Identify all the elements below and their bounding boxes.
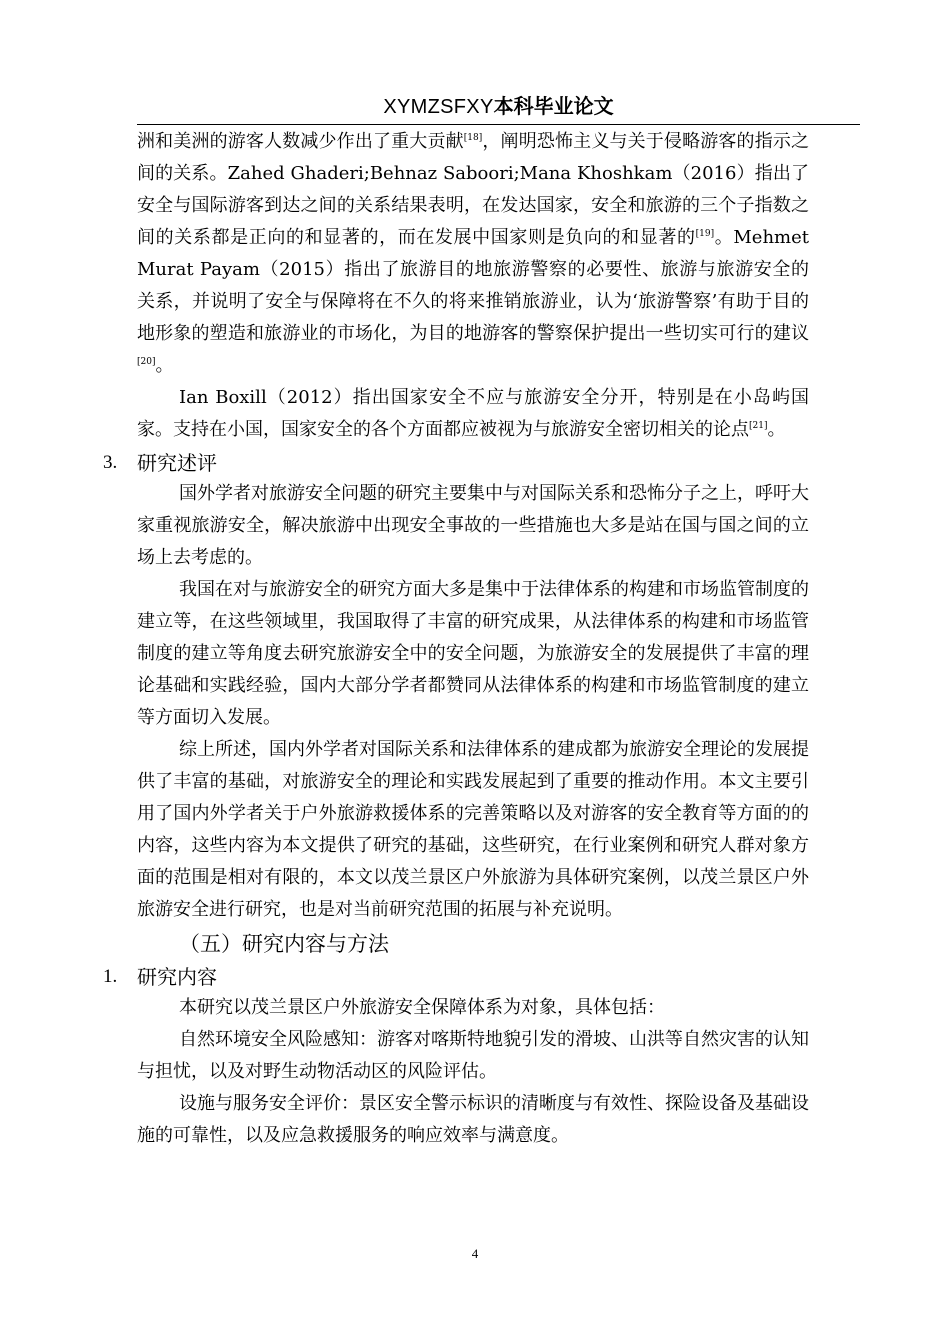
- heading-text: 研究述评: [137, 451, 217, 475]
- heading-research-content: [103, 962, 809, 992]
- paragraph-foreign-literature: [137, 126, 809, 382]
- text: ，阐明恐怖主义与关于侵略游客的指示之间的关系。Zahed Ghaderi;Behnaz Saboori;Mana Khoshkam（2016）指出了安全与国际游客到达之间的关系结果表明，在发达国家，安全和旅游的三个子指数之间的关系都是正向的和显著的，而在发展中国家则是负向的和显著的: [137, 131, 810, 248]
- paragraph-facility-evaluation: 设施与服务安全评价：景区安全警示标识的清晰度与有效性、探险设备及基础设施的可靠性，以及应急救援服务的响应效率与满意度。: [137, 1093, 809, 1146]
- heading-research-review: [103, 448, 809, 478]
- text: 洲和美洲的游客人数减少作出了重大贡献: [137, 131, 464, 152]
- header-rule: [137, 124, 860, 125]
- header-school: XYMZSFXY: [383, 96, 494, 118]
- page-number: 4: [471, 1246, 479, 1261]
- text: Ian Boxill（2012）指出国家安全不应与旅游安全分开，特别是在小岛屿国家。支持在小国，国家安全的各个方面都应被视为与旅游安全密切相关的论点: [137, 387, 809, 440]
- heading-number: 3.: [103, 452, 118, 473]
- citation-20: [20]: [137, 357, 156, 367]
- page-header: [137, 93, 860, 120]
- text: 。: [155, 355, 174, 376]
- paragraph-review-domestic: 我国在对与旅游安全的研究方面大多是集中于法律体系的构建和市场监管制度的建立等，在这些领域里，我国取得了丰富的研究成果，从法律体系的构建和市场监管制度的建立等角度去研究旅游安全中的安全问题，为旅游安全的发展提供了丰富的理论基础和实践经验，国内大部分学者都赞同从法律体系的构建和市场监管制度的建立等方面切入发展。: [137, 579, 809, 728]
- paragraph-review-foreign: 国外学者对旅游安全问题的研究主要集中与对国际关系和恐怖分子之上，呼吁大家重视旅游安全，解决旅游中出现安全事故的一些措施也大多是站在国与国之间的立场上去考虑的。: [137, 483, 809, 568]
- citation-21: [21]: [749, 421, 768, 431]
- document-body: [103, 126, 810, 1152]
- heading-research-content-method: （五）研究内容与方法: [179, 932, 389, 956]
- paragraph-boxill: [137, 382, 809, 446]
- text: 。: [767, 419, 786, 440]
- paragraph-research-object: 本研究以茂兰景区户外旅游安全保障体系为对象，具体包括：: [179, 997, 665, 1018]
- text: 。Mehmet Murat Payam（2015）指出了旅游目的地旅游警察的必要性、旅游与旅游安全的关系，并说明了安全与保障将在不久的将来推销旅游业，认为‘旅游警察’有助于目的地形象的塑造和旅游业的市场化，为目的地游客的警察保护提出一些切实可行的建议: [137, 227, 809, 344]
- paragraph-natural-risk: 自然环境安全风险感知：游客对喀斯特地貌引发的滑坡、山洪等自然灾害的认知与担忧，以及对野生动物活动区的风险评估。: [137, 1029, 809, 1082]
- header-title: 本科毕业论文: [493, 94, 614, 118]
- citation-19: [19]: [695, 229, 715, 239]
- heading-text: 研究内容: [137, 965, 217, 989]
- paragraph-review-summary: 综上所述，国内外学者对国际关系和法律体系的建成都为旅游安全理论的发展提供了丰富的基础，对旅游安全的理论和实践发展起到了重要的推动作用。本文主要引用了国内外学者关于户外旅游救援体系的完善策略以及对游客的安全教育等方面的的内容，这些内容为本文提供了研究的基础，这些研究，在行业案例和研究人群对象方面的范围是相对有限的，本文以茂兰景区户外旅游为具体研究案例，以茂兰景区户外旅游安全进行研究，也是对当前研究范围的拓展与补充说明。: [137, 739, 809, 920]
- heading-number: 1.: [103, 966, 118, 987]
- citation-18: [18]: [463, 133, 483, 143]
